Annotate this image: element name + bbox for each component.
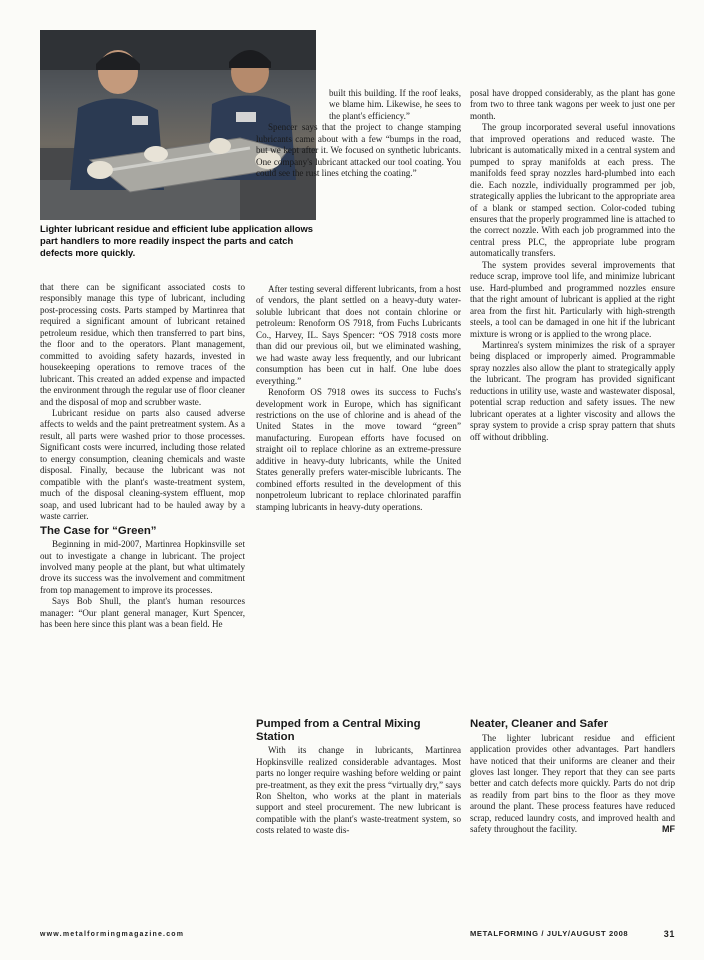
paragraph: Renoform OS 7918 owes its success to Fuchs's development work in Europe, which has significant restrictions on the use of chlorine and is ahead of the United States in the move toward “green” manufacturing. European efforts have focused on straight oil to replace chlorine as an extreme-pressure additive in heavy-duty lubricants, while the United States generally prefers water-miscible lubricants. The combined efforts resulted in the development of this nonpetroleum lubricant to replace chlorinated paraffin stamping lubricants in heavy-duty operations. <box>256 387 461 512</box>
column-1 <box>40 282 245 631</box>
paragraph: With its change in lubricants, Martinrea Hopkinsville realized considerable advantages. Most parts no longer require washing before welding or paint pre-treatment, as they exit the press “virtually dry,” says Ron Shelton, who works at the plant in materials support and steel procurement. The new lubricant is compatible with the plant's waste-treatment system, so costs related to waste dis- <box>256 745 461 836</box>
paragraph: Says Bob Shull, the plant's human resources manager: “Our plant general manager, Kurt Spencer, has been here since this plant was a bean field. He <box>40 596 245 630</box>
column-2-top <box>256 88 461 180</box>
column-3-bottom <box>470 716 675 836</box>
paragraph: built this building. If the roof leaks, we blame him. Likewise, he sees to the plant's efficiency.” <box>329 88 461 121</box>
footer-magazine-name: METALFORMING / JULY/AUGUST 2008 <box>470 929 629 938</box>
paragraph <box>470 733 675 836</box>
footer-website: www.metalformingmagazine.com <box>40 931 185 938</box>
paragraph: Beginning in mid-2007, Martinrea Hopkinsville set out to investigate a change in lubricant. The project involved many people at the plant, but what ultimately drove its success was the involvement and commitment from top management to improve its processes. <box>40 539 245 595</box>
end-mark: MF <box>662 824 675 835</box>
paragraph: Lubricant residue on parts also caused adverse affects to welds and the paint pretreatment system. As a result, all parts were washed prior to those processes. Significant costs were incurred, including those related to energy consumption, cleaning chemicals and waste disposal. Finally, because the lubricant was not compatible with the plant's waste-treatment system, much of the disposal cleaning-system effluent, mop soap, and used lubricant had to be hauled away by a waste carrier. <box>40 407 245 522</box>
paragraph-text: The lighter lubricant residue and efficient application provides other advantages. Part handlers have noticed that their uniforms are cleaner and their gloves last longer. They report that they can see parts better and catch defects more quickly. Parts do not drip as readily from part bins to the floor as they move around the plant. These process features have reduced scrap, reduced laundry costs, and improved health and safety throughout the facility. <box>470 732 675 835</box>
footer-magazine <box>470 929 675 939</box>
paragraph: that there can be significant associated costs to responsibly manage this type of lubricant, including post-processing costs. Parts stamped by Martinrea that required a significant amount of lubricant retained petroleum residue, which then transferred to part bins, the floor and to the operators. Plant management, committed to avoiding safety hazards, invested in housekeeping operations to remove traces of the lubricant. This created an added expense and impacted the environment through the regular use of floor cleaner and the disposal of mop and scrubber waste. <box>40 282 245 407</box>
column-3 <box>470 88 675 443</box>
paragraph: Spencer says that the project to change stamping lubricants came about with a few “bumps in the road, but we kept after it. We focused on synthetic lubricants. One company's lubricant attacked our tool coating. You could see the rust lines etching the coating.” <box>256 122 461 179</box>
paragraph: After testing several different lubricants, from a host of vendors, the plant settled on a heavy-duty water-soluble lubricant that does not contain chlorine or petroleum: Renoform OS 7918, from Fuchs Lubricants Co., Harvey, IL. Says Spencer: “OS 7918 costs more than did our previous oil, but we eliminated washing, we had waste away less frequently, and our lubricant consumption has been cut in half. One lube does everything.” <box>256 284 461 386</box>
paragraph: Martinrea's system minimizes the risk of a sprayer being displaced or improperly aimed. Programmable spray nozzles also allow the plant to strategically apply the lubricant. The program has provided significant reductions in utility use, waste and wastewater disposal, potential scrap reduction and safety issues. The new lubricant operates at a lighter viscosity and allows the spray system to provide a crisp spray pattern that shuts off without dribbling. <box>470 339 675 442</box>
paragraph: The system provides several improvements that reduce scrap, improve tool life, and minimize lubricant use. Hard-plumbed and programmed nozzles ensure that the right amount of lubricant is applied at the right area from the first hit. Particularly with high-strength steels, a tool can be damaged in one hit if the lubricant mixture is wrong or is applied to the wrong place. <box>470 259 675 339</box>
paragraph: The group incorporated several useful innovations that improved operations and reduced waste. The lubricant is automatically mixed in a central system and pumped to spray manifolds at each press. The manifolds feed spray nozzles hard-plumbed into each die. Each nozzle, individually programmed per job, strategically applies the lubricant to the appropriate area of a blank or stamped section. Color-coded tubing ensures that the properly programmed line is attached to the correct nozzle. With each job programmed into the central press PLC, the appropriate lube program automatically transfers. <box>470 122 675 259</box>
column-2-bottom <box>256 716 461 837</box>
section-heading-case-for-green: The Case for “Green” <box>40 524 157 537</box>
section-heading-pumped: Pumped from a Central Mixing Station <box>256 718 421 743</box>
paragraph: posal have dropped considerably, as the plant has gone from two to three tank wagons per week to just one per month. <box>470 88 675 121</box>
page-number: 31 <box>663 929 675 939</box>
photo-caption: Lighter lubricant residue and efficient lube application allows part handlers to more readily inspect the parts and catch defects more quickly. <box>40 223 313 258</box>
column-2 <box>256 284 461 513</box>
section-heading-neater: Neater, Cleaner and Safer <box>470 718 609 730</box>
